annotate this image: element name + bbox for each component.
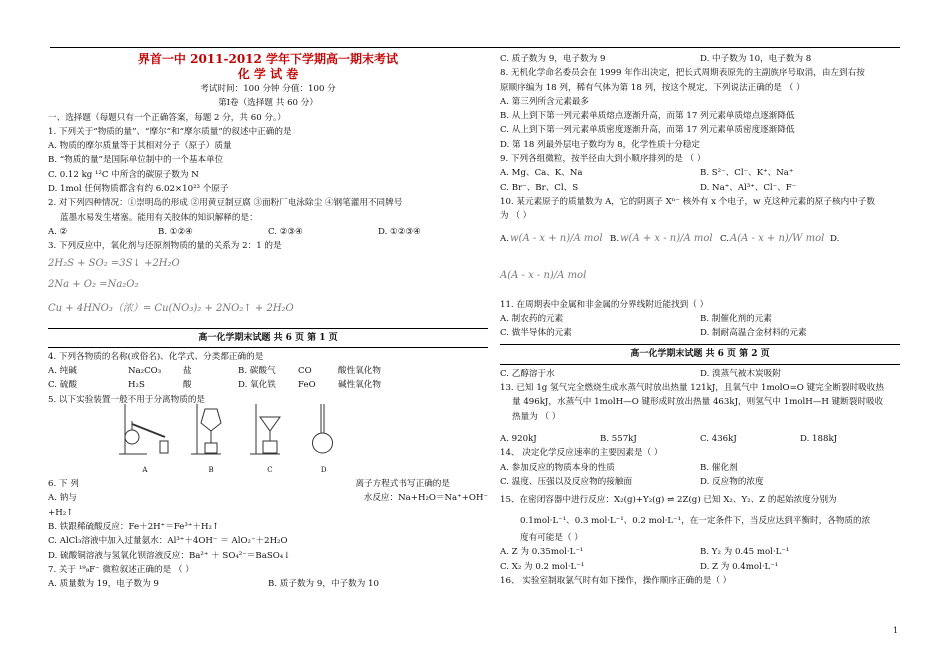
question-15: 15、在密闭容器中进行反应：X₂(g)+Y₂(g) ⇌ 2Z(g) 已知 X₂、Y₂、Z 的起始浓度分别为: [500, 495, 837, 506]
question-11: 11. 在周期表中金属和非金属的分界线附近能找到（ ）: [500, 299, 709, 310]
q13-options: [500, 432, 900, 446]
q4-cell: C. 硫酸: [48, 380, 77, 391]
q10-formula: A(A - x + n)/W mol: [730, 232, 825, 244]
lab-apparatus-figure: [108, 407, 348, 477]
question-9: 9. 下列各组微粒，按半径由大到小顺序排列的是 （ ）: [500, 154, 706, 165]
q12-option: D. 溴蒸气被木炭吸附: [700, 368, 781, 379]
q8-option-b: B. 从上到下第一列元素单质熔点逐渐升高，而第 17 列元素单质熔点逐渐降低: [500, 111, 795, 122]
q7-options-cd: [500, 52, 900, 66]
q13-option: B. 557kJ: [600, 433, 637, 444]
q3-equation-b: 2Na + O₂ =Na₂O₂: [48, 278, 139, 290]
apparatus-label: B: [208, 465, 214, 474]
q9-options: [500, 166, 900, 195]
apparatus-label: A: [142, 465, 148, 474]
question-10: 10. 某元素原子的质量数为 A，它的阴离子 Xⁿ⁻ 核外有 x 个电子，w 克这种元素的原子核内中子数: [500, 196, 875, 207]
q3-equation-a: 2H₂S + SO₂ =3S↓ +2H₂O: [48, 257, 180, 269]
q6-option-c: C. AlCl₃溶液中加入过量氨水：Al³⁺＋4OH⁻ ＝ AlO₂⁻＋2H₂O: [48, 536, 288, 547]
q9-option: C. Br⁻、Br、Cl、S: [500, 182, 579, 193]
q7-option: B. 质子数为 9，中子数为 10: [268, 579, 379, 590]
q4-row-cd: [48, 378, 488, 392]
question-6-row: [48, 477, 488, 491]
separatory-funnel-icon: [191, 399, 231, 457]
footer-page-1: 高一化学期末试题 共 6 页 第 1 页: [198, 332, 338, 343]
q1-option-b: B. “物质的量”是国际单位制中的一个基本单位: [48, 155, 224, 166]
q14-option: B. 催化剂: [700, 462, 738, 473]
apparatus-a: [117, 399, 172, 477]
apparatus-label: D: [320, 465, 327, 474]
q11-option: D. 制耐高温合金材料的元素: [700, 328, 807, 339]
page-divider: [48, 328, 488, 329]
q10-option-label: A.: [500, 233, 509, 244]
q14-option: A. 参加反应的物质本身的性质: [500, 462, 615, 473]
q6-option-b: B. 铁跟稀硫酸反应：Fe＋2H⁺＝Fe³⁺＋H₂↑: [48, 521, 220, 532]
q15-option: C. X₂ 为 0.2 mol·L⁻¹: [500, 561, 585, 572]
q2-option: B. ①②④: [158, 226, 193, 237]
q9-option: D. Na⁺、Al³⁺、Cl⁻、F⁻: [700, 182, 797, 193]
q1-option-a: A. 物质的摩尔质量等于其相对分子（原子）质量: [48, 141, 232, 152]
q10-option-label: D.: [830, 233, 840, 244]
q4-cell: FeO: [298, 380, 316, 391]
right-column: [500, 52, 900, 588]
q1-option-c: C. 0.12 kg ¹²C 中所含的碳原子数为 N: [48, 169, 199, 180]
q4-cell: D. 氧化铁: [238, 380, 276, 391]
q7-option: D. 中子数为 10，电子数为 8: [700, 54, 812, 64]
q15-option: A. Z 为 0.35mol·L⁻¹: [500, 547, 584, 558]
q1-option-d: D. 1mol 任何物质都含有约 6.02×10²³ 个原子: [48, 184, 229, 195]
q14-option: D. 反应物的浓度: [700, 476, 764, 487]
question-15-cont2: 度有可能是（ ）: [520, 533, 583, 544]
question-16: 16、 实验室制取氯气时有如下操作，操作顺序正确的是（ ）: [500, 576, 732, 587]
question-13-cont: 量 496kJ，水蒸气中 1molH—O 键形成时放出热量 463kJ，则氢气中 1molH—H 键断裂时吸收: [512, 397, 884, 408]
question-10-cont: 为 （ ）: [500, 211, 532, 222]
q6-option-a-cont: +H₂↑: [48, 507, 74, 518]
volumetric-flask-icon: [309, 399, 339, 457]
section-heading: 第Ⅰ卷（选择题 共 60 分）: [218, 98, 318, 109]
q6-option-a-right: 水反应：Na+H₂O＝Na⁺+OH⁻: [363, 493, 488, 504]
q4-cell: 酸: [183, 380, 192, 391]
q11-option: C. 做半导体的元素: [500, 328, 572, 339]
q4-cell: 盐: [183, 366, 192, 377]
q6-option-a: A. 钠与: [48, 493, 77, 504]
q4-cell: H₂S: [128, 380, 145, 391]
q8-option-c: C. 从上到下第一列元素单质密度逐渐升高，而第 17 列元素单质密度逐渐降低: [500, 125, 795, 136]
exam-subtitle: 化 学 试 卷: [237, 67, 299, 81]
question-3: 3. 下列反应中，氧化剂与还原剂物质的量的关系为 2：1 的是: [48, 241, 282, 252]
q11-option: B. 制催化剂的元素: [700, 313, 772, 324]
q3-equation-c: Cu + 4HNO₃（浓）= Cu(NO₃)₂ + 2NO₂↑ + 2H₂O: [48, 302, 294, 314]
apparatus-c: [250, 399, 290, 477]
q4-cell: CO: [298, 366, 312, 377]
apparatus-label: C: [267, 465, 273, 474]
q14-option: C. 温度、压强以及反应物的接触面: [500, 476, 633, 487]
question-2: 2. 对下列四种情况：①崇明岛的形成 ②用黄豆制豆腐 ③面粉厂电泳除尘 ④钢笔灌用不同牌号: [48, 198, 403, 209]
q7-option: C. 质子数为 9，电子数为 9: [500, 54, 606, 64]
q2-option: A. ②: [48, 226, 68, 237]
filtration-funnel-icon: [250, 399, 290, 457]
q6-option-d: D. 硫酸铜溶液与氢氧化钡溶液反应：Ba²⁺ ＋ SO₄²⁻＝BaSO₄↓: [48, 550, 291, 561]
question-intro: 一、选择题（每题只有一个正确答案，每题 2 分，共 60 分。）: [48, 112, 286, 123]
q4-cell: 碱性氧化物: [338, 380, 381, 391]
q15-options: [500, 545, 900, 574]
q6-option-a-row: [48, 491, 488, 505]
q15-option: D. Z 为 0.4mol·L⁻¹: [700, 561, 779, 572]
q10-options: [500, 224, 900, 254]
question-4: 4. 下列各物质的名称(或俗名)、化学式、分类都正确的是: [48, 351, 264, 362]
question-14: 14、 决定化学反应速率的主要因素是（ ）: [500, 448, 663, 459]
q8-option-a: A. 第三列所含元素最多: [500, 96, 590, 107]
q11-option: A. 制农药的元素: [500, 313, 564, 324]
q8-option-d: D. 第 18 列最外层电子数均为 8，化学性质十分稳定: [500, 139, 700, 150]
q7-option: A. 质量数为 19，电子数为 9: [48, 579, 159, 590]
page-divider: [500, 344, 900, 345]
q7-options: [48, 577, 488, 591]
top-rule: [50, 47, 900, 48]
q13-option: C. 436kJ: [700, 433, 737, 444]
q10-option-label: C.: [720, 233, 730, 244]
question-6: 6. 下 列: [48, 479, 79, 490]
q13-option: D. 188kJ: [800, 433, 838, 444]
question-5: 5. 以下实验装置一般不用于分离物质的是: [48, 394, 206, 405]
q2-option: C. ②③④: [268, 226, 303, 237]
question-13-cont2: 热量为 （ ）: [512, 411, 561, 422]
left-column: [48, 52, 488, 591]
question-8-cont: 原顺序编为 18 列，稀有气体为第 18 列，按这个规定，下列说法正确的是 （ ）: [500, 82, 805, 93]
q10-formula: w(A + x - n)/A mol: [620, 232, 713, 244]
q10-option-label: B.: [610, 233, 620, 244]
apparatus-b: [191, 399, 231, 477]
page-number: 1: [893, 626, 899, 635]
question-2-cont: 蓝墨水易发生堵塞。能用有关胶体的知识解释的是：: [60, 212, 258, 223]
q2-options: [48, 225, 488, 239]
q10-formula: w(A - x + n)/A mol: [510, 232, 603, 244]
footer-page-2: 高一化学期末试题 共 6 页 第 2 页: [630, 349, 770, 360]
q4-cell: 酸性氧化物: [338, 366, 381, 377]
exam-title: 界首一中 2011-2012 学年下学期高一期末考试: [137, 52, 399, 66]
q14-options: [500, 461, 900, 490]
question-1: 1. 下列关于“物质的量”、“摩尔”和“摩尔质量”的叙述中正确的是: [48, 126, 292, 137]
page-divider: [500, 364, 900, 365]
q12-option: C. 乙醇溶于水: [500, 368, 555, 379]
question-15-cont: 0.1mol·L⁻¹、0.3 mol·L⁻¹、0.2 mol·L⁻¹，在一定条件下，当反应达到平衡时，各物质的浓: [520, 516, 871, 527]
q4-cell: A. 纯碱: [48, 366, 77, 377]
q4-cell: B. 碳酸气: [238, 366, 276, 377]
q2-option: D. ①②③④: [378, 226, 421, 237]
q12-options: [500, 367, 900, 381]
exam-meta: 考试时间：100 分钟 分值：100 分: [200, 84, 336, 94]
q4-cell: Na₂CO₃: [128, 366, 162, 377]
apparatus-d: [309, 399, 339, 477]
q15-option: B. Y₂ 为 0.45 mol·L⁻¹: [700, 547, 790, 558]
q9-option: B. S²⁻、Cl⁻、K⁺、Na⁺: [700, 168, 794, 179]
distillation-apparatus-icon: [117, 399, 172, 457]
question-13: 13. 已知 1g 氢气完全燃烧生成水蒸气时放出热量 121kJ，且氧气中 1molO=O 键完全断裂时吸收热: [500, 383, 884, 394]
q13-option: A. 920kJ: [500, 433, 537, 444]
question-7: 7. 关于 ¹⁹₉F⁻ 微粒叙述正确的是 （ ）: [48, 564, 194, 575]
question-6-right: 离子方程式书写正确的是: [355, 479, 450, 490]
page-divider: [48, 347, 488, 348]
question-8: 8. 无机化学命名委员会在 1999 年作出决定，把长式周期表原先的主副族序号取消，由左到右按: [500, 68, 865, 79]
q10-formula-d: A(A - x - n)/A mol: [500, 269, 587, 281]
q11-options: [500, 312, 900, 341]
q4-row-ab: [48, 364, 488, 378]
q9-option: A. Mg、Ca、K、Na: [500, 168, 583, 179]
